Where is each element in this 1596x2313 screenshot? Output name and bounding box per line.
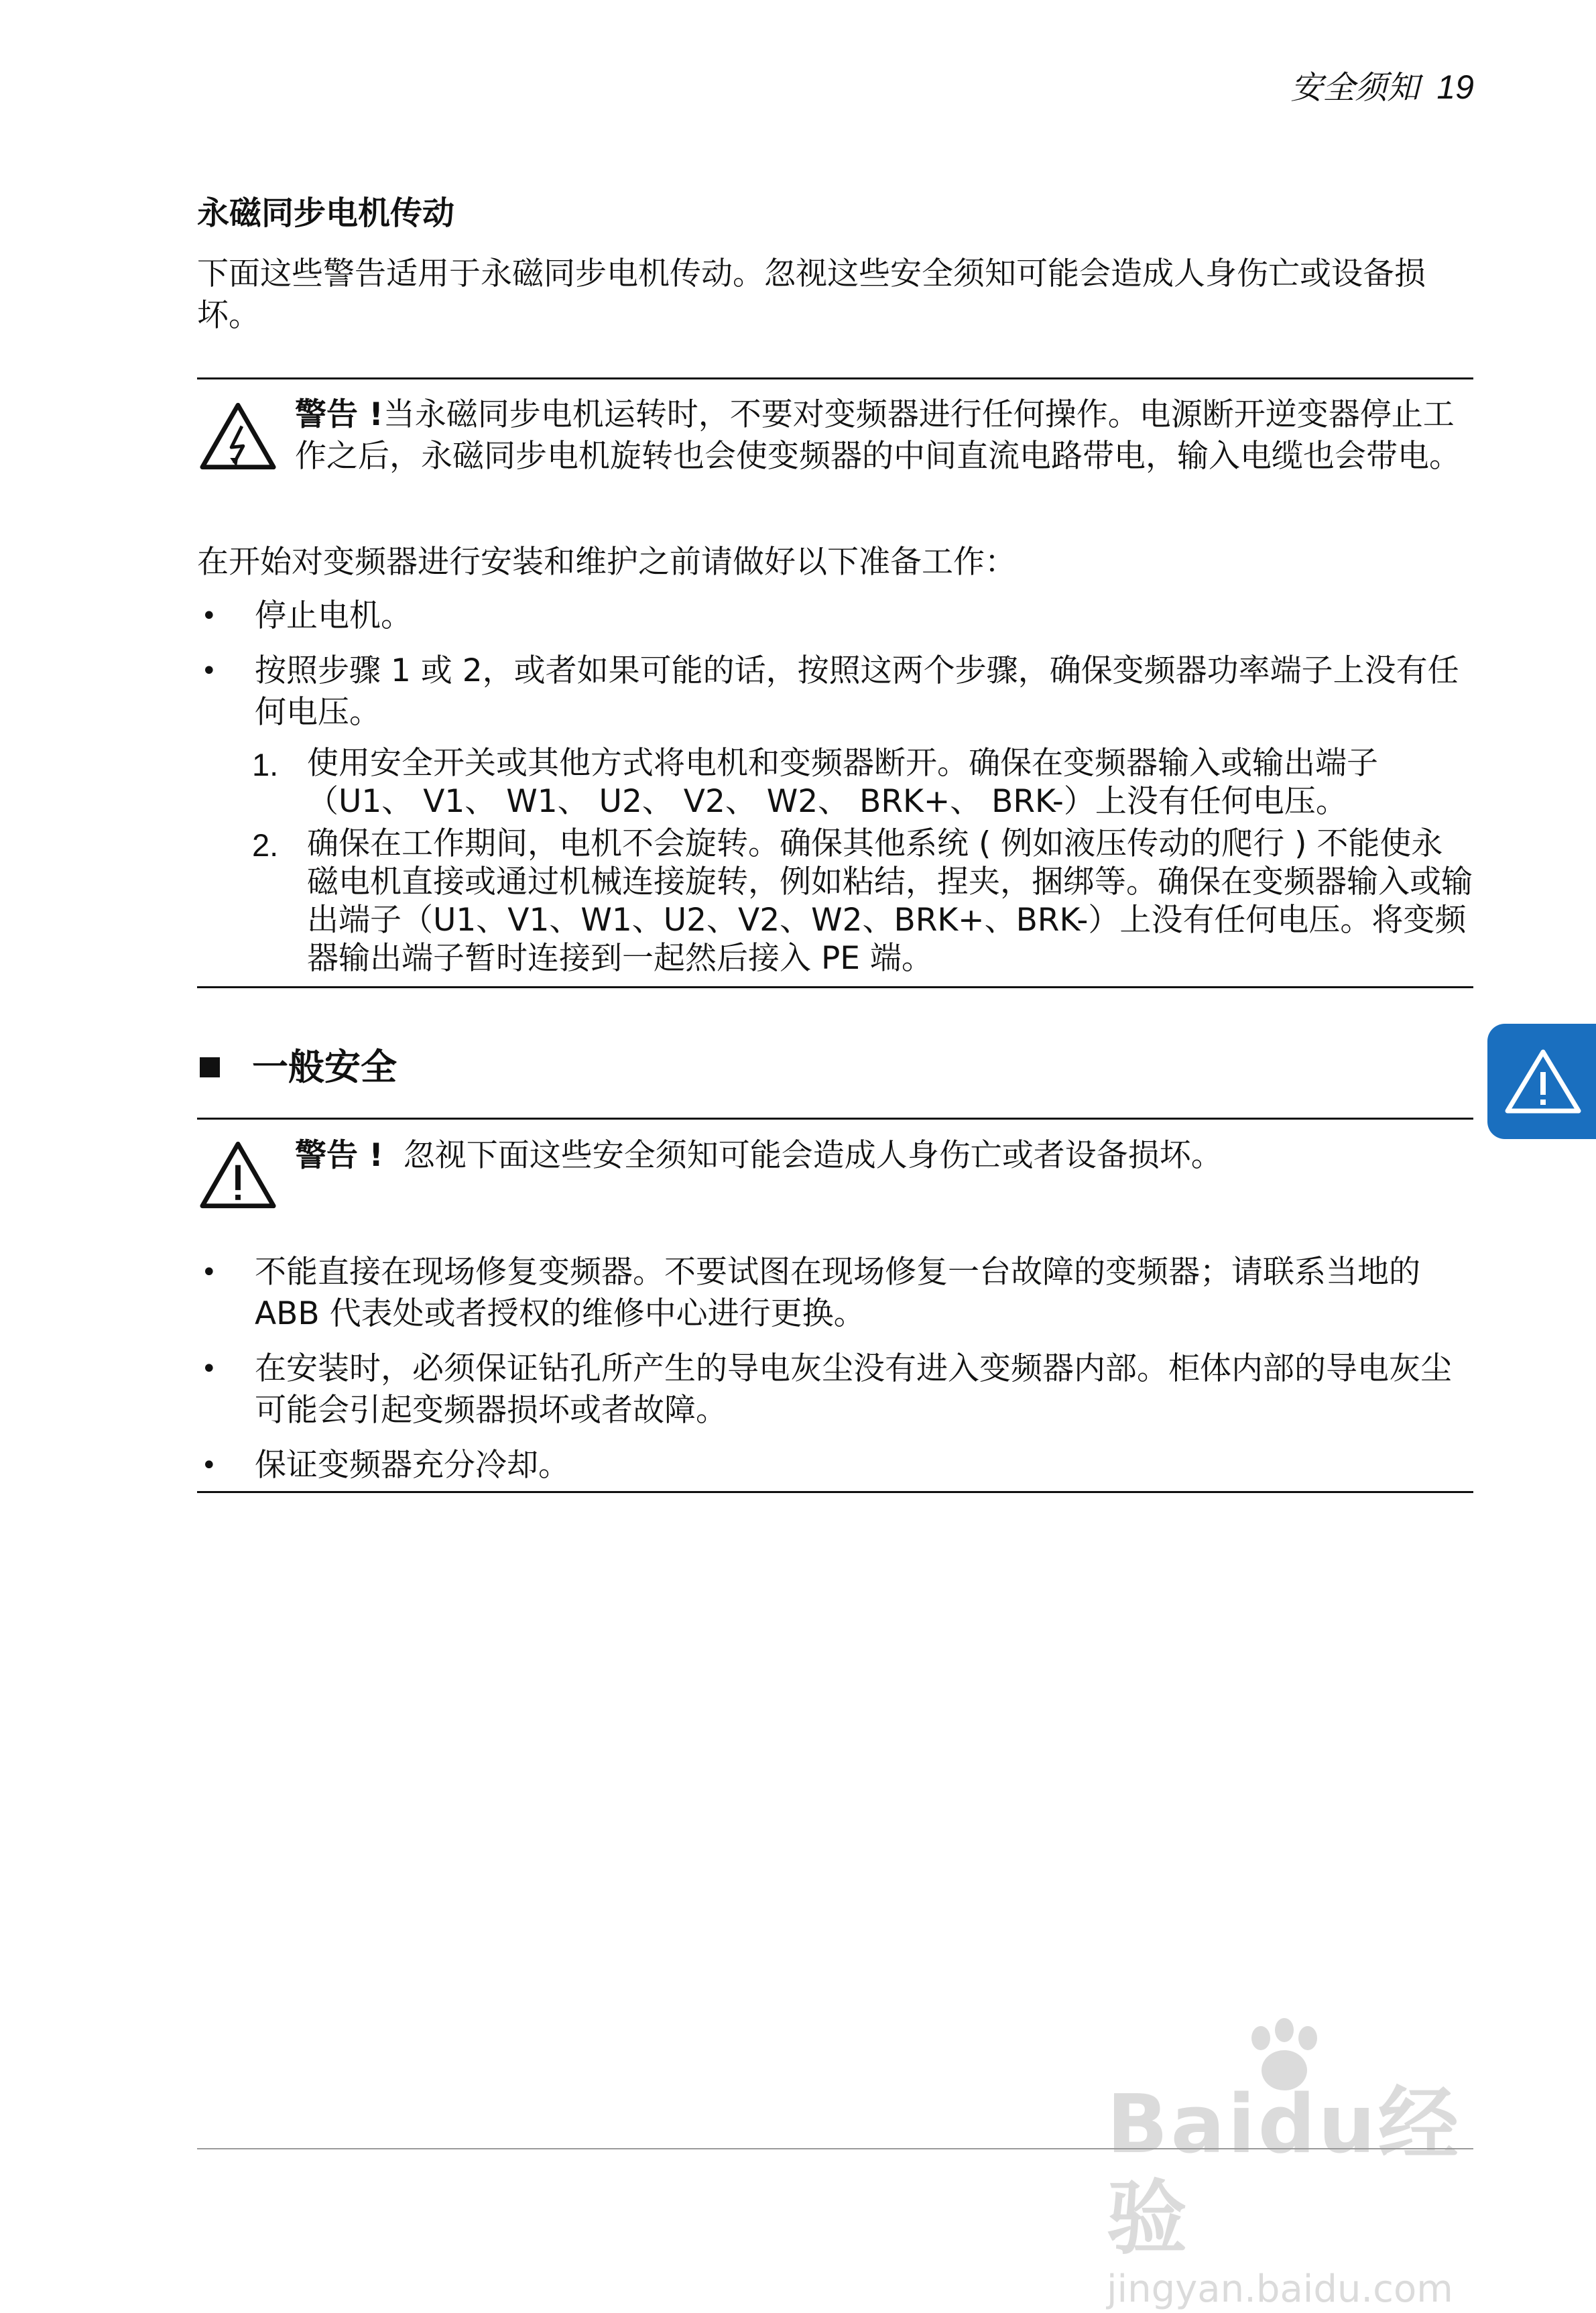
warning-label: 警告 ! bbox=[295, 1137, 383, 1174]
divider bbox=[197, 1118, 1473, 1120]
list-item-text: 按照步骤 1 或 2，或者如果可能的话，按照这两个步骤，确保变频器功率端子上没有任何电压。 bbox=[255, 652, 1459, 731]
safety-warning-icon bbox=[1502, 1047, 1584, 1116]
bullet-icon: • bbox=[201, 601, 217, 632]
side-tab bbox=[1487, 1024, 1596, 1139]
step-item bbox=[252, 825, 1473, 977]
step-number: 1. bbox=[252, 747, 279, 782]
general-warning-icon bbox=[198, 1140, 278, 1210]
square-bullet-icon bbox=[200, 1057, 220, 1077]
step-item bbox=[252, 744, 1473, 821]
bullet-icon: • bbox=[201, 656, 217, 687]
pm-warning-text bbox=[295, 394, 1475, 477]
bullet-icon: • bbox=[201, 1354, 217, 1384]
warning-body: 忽视下面这些安全须知可能会造成人身伤亡或者设备损坏。 bbox=[403, 1137, 1223, 1174]
heading-text: 一般安全 bbox=[252, 1046, 397, 1088]
pm-bullet-list bbox=[201, 595, 1475, 733]
page-number: 19 bbox=[1436, 68, 1474, 106]
watermark-url: jingyan.baidu.com bbox=[1107, 2267, 1453, 2311]
step-text: 确保在工作期间，电机不会旋转。确保其他系统 ( 例如液压传动的爬行 ) 不能使永磁电机直接或通过机械连接旋转，例如粘结，捏夹，捆绑等。确保在变频器输入或输出端子（U1、V1、W1、U2、V2、W2、BRK+、BRK-）上没有任何电压。将变频器输出端子暂时连接到一起然后接入 PE 端。 bbox=[307, 825, 1473, 977]
list-item-text: 保证变频器充分冷却。 bbox=[255, 1447, 570, 1484]
bullet-icon: • bbox=[201, 1450, 217, 1481]
step-number: 2. bbox=[252, 827, 279, 863]
list-item bbox=[201, 650, 1475, 733]
steps-list bbox=[252, 744, 1473, 977]
list-item bbox=[201, 1445, 1455, 1486]
general-section-heading bbox=[200, 1044, 397, 1091]
list-item-text: 不能直接在现场修复变频器。不要试图在现场修复一台故障的变频器；请联系当地的 ABB 代表处或者授权的维修中心进行更换。 bbox=[255, 1254, 1420, 1332]
list-item bbox=[201, 1252, 1455, 1335]
electrical-hazard-icon bbox=[198, 401, 278, 471]
watermark-logo: Baidu经验 bbox=[1107, 2078, 1461, 2265]
section-title: 安全须知 bbox=[1290, 69, 1420, 107]
list-item bbox=[201, 595, 1475, 637]
divider bbox=[197, 377, 1473, 379]
watermark bbox=[1107, 2031, 1495, 2311]
list-item bbox=[201, 1348, 1455, 1431]
warning-body: 当永磁同步电机运转时，不要对变频器进行任何操作。电源断开逆变器停止工作之后，永磁同步电机旋转也会使变频器的中间直流电路带电，输入电缆也会带电。 bbox=[295, 396, 1461, 475]
list-item-text: 在安装时，必须保证钻孔所产生的导电灰尘没有进入变频器内部。柜体内部的导电灰尘可能会引起变频器损坏或者故障。 bbox=[255, 1350, 1452, 1429]
divider bbox=[197, 1491, 1473, 1493]
paw-icon bbox=[1241, 2018, 1328, 2098]
list-item-text: 停止电机。 bbox=[255, 597, 412, 634]
pm-section-heading: 永磁同步电机传动 bbox=[197, 194, 455, 232]
general-warning-text bbox=[295, 1135, 1475, 1177]
prep-intro: 在开始对变频器进行安装和维护之前请做好以下准备工作： bbox=[197, 544, 1016, 581]
bullet-icon: • bbox=[201, 1257, 217, 1288]
running-header bbox=[1290, 67, 1474, 108]
general-bullet-list bbox=[201, 1252, 1455, 1486]
warning-label: 警告 ! bbox=[295, 396, 383, 433]
step-text: 使用安全开关或其他方式将电机和变频器断开。确保在变频器输入或输出端子（U1、 V1、 W1、 U2、 V2、 W2、 BRK+、 BRK-）上没有任何电压。 bbox=[307, 745, 1378, 820]
pm-section-intro: 下面这些警告适用于永磁同步电机传动。忽视这些安全须知可能会造成人身伤亡或设备损坏。 bbox=[197, 255, 1426, 334]
divider bbox=[197, 986, 1473, 988]
